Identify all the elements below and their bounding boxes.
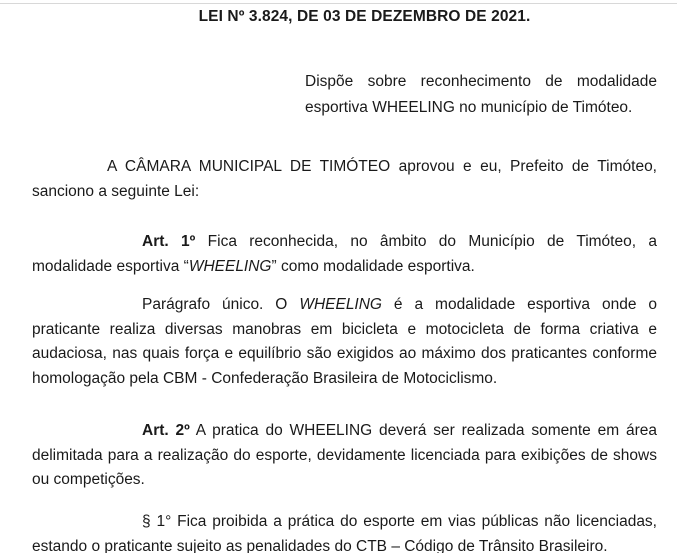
article-line [32, 230, 657, 255]
paragraph-line: audaciosa, nas quais força e equilíbrio são exigidos ao máximo dos praticantes conforme [32, 345, 657, 362]
paragraph-line [32, 293, 657, 318]
preamble-line: sanciono a seguinte Lei: [32, 182, 200, 200]
article-line [32, 255, 657, 280]
article-line: ou competições. [32, 471, 145, 488]
article-line: delimitada para a realização do esporte, devidamente licenciada para exibições de shows [32, 446, 657, 464]
page-top-border [0, 3, 677, 4]
ementa [305, 69, 657, 121]
article-text: modalidade esportiva “ [32, 257, 189, 275]
ementa-line: Dispõe sobre reconhecimento de modalidade [305, 73, 657, 90]
emphasis-text: WHEELING [188, 257, 272, 275]
emphasis-text: WHEELING [299, 296, 382, 313]
paragrafo-unico [32, 293, 657, 391]
preamble [32, 155, 657, 204]
paragraph-line: homologação pela CBM - Confederação Brasileira de Motociclismo. [32, 369, 498, 387]
paragraph-line: praticante realiza diversas manobras em bicicleta e motocicleta de forma criativa e [32, 320, 657, 338]
article-text: Fica reconhecida, no âmbito do Município de Timóteo, a [207, 233, 657, 250]
article-2 [32, 419, 657, 493]
law-title: LEI Nº 3.824, DE 03 DE DEZEMBRO DE 2021. [198, 8, 531, 25]
section-1 [32, 510, 657, 553]
ementa-line: esportiva WHEELING no município de Timóteo. [305, 99, 633, 116]
paragraph-text: é a modalidade esportiva onde o [382, 296, 657, 313]
section-line: estando o praticante sujeito as penalidades do CTB – Código de Trânsito Brasileiro. [32, 537, 608, 553]
paragraph-text: Parágrafo único. O [142, 296, 300, 313]
section-line: § 1° Fica proibida a prática do esporte em vias públicas não licenciadas, [142, 513, 657, 530]
article-text: A pratica do WHEELING deverá ser realizada somente em área [195, 422, 657, 439]
article-text: ” como modalidade esportiva. [271, 257, 475, 275]
article-1 [32, 230, 657, 279]
article-label: Art. 1º [142, 233, 196, 250]
article-line [32, 419, 657, 444]
preamble-line: A CÂMARA MUNICIPAL DE TIMÓTEO aprovou e eu, Prefeito de Timóteo, [107, 158, 657, 175]
article-label: Art. 2º [142, 422, 190, 439]
